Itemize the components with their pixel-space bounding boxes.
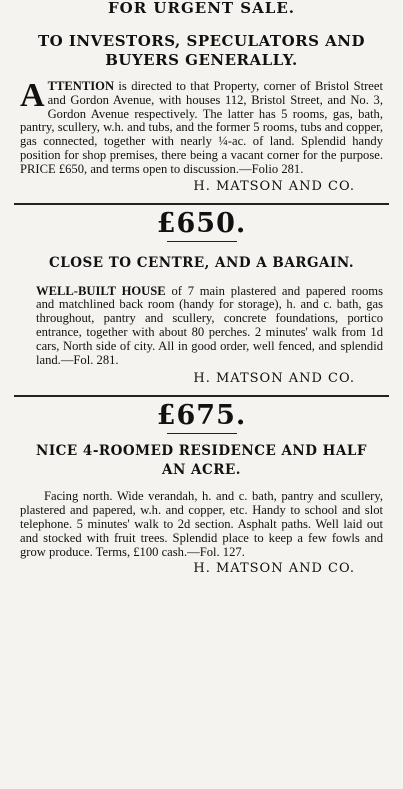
advert-title: CLOSE TO CENTRE, AND A BARGAIN. — [48, 254, 355, 271]
advert-signature: H. MATSON AND CO. — [193, 561, 355, 577]
advert-residence — [0, 397, 403, 577]
advert-lead: TTENTION — [47, 79, 115, 93]
advert-price: £650. — [156, 207, 247, 239]
advert-title: TO INVESTORS, SPECULATORS AND BUYERS GENERALLY. — [37, 32, 366, 69]
advert-text: of 7 main plastered and papered rooms and matchlined back room (handy for storage), h. and c. bath, gas throughout, pantry and scullery, concrete foundations, portico entrance, together with about 80 perches. 2 minutes' walk from 1d cars, North side of city. All in good order, well fenced, and splendid land.—Fol. 281. — [36, 283, 383, 367]
advert-signature: H. MATSON AND CO. — [193, 178, 355, 194]
advert-body — [14, 490, 389, 559]
advert-signature: H. MATSON AND CO. — [193, 371, 355, 387]
advert-title: NICE 4-ROOMED RESIDENCE AND HALF AN ACRE. — [36, 443, 367, 479]
advert-lead: WELL-BUILT HOUSE — [36, 283, 166, 298]
section-heading: FOR URGENT SALE. — [108, 0, 295, 17]
advert-centre-bargain — [0, 205, 403, 388]
advert-investors — [0, 22, 403, 195]
advert-text: Facing north. Wide verandah, h. and c. bath, pantry and scullery, plastered and papered, w.h. and copper, etc. Handy to school and slot telephone. 5 minutes' walk to 2d section. Asphalt paths. Well laid out and stocked with fruit trees. Splendid place to keep a few fowls and grow produce. Terms, £100 cash.—Fol. 127. — [20, 489, 383, 559]
drop-cap: A — [20, 77, 45, 114]
advert-price: £675. — [156, 400, 247, 432]
price-underline — [167, 433, 237, 434]
advert-text: is directed to that Property, corner of Bristol Street and Gordon Avenue, with houses 112, Bristol Street, and No. 3, Gordon Avenue respectively. The latter has 5 rooms, gas, bath, pantry, scullery, w.h. and tubs, and the former 5 rooms, tubs and copper, gas connected, together with nearly ¼-ac. of land. Splendid handy position for shop premises, there being a vacant corner for the purpose. PRICE £650, and terms open to discussion.—Folio 281. — [20, 79, 383, 176]
advert-body — [14, 77, 389, 177]
advert-body — [14, 285, 389, 368]
price-underline — [167, 241, 237, 242]
